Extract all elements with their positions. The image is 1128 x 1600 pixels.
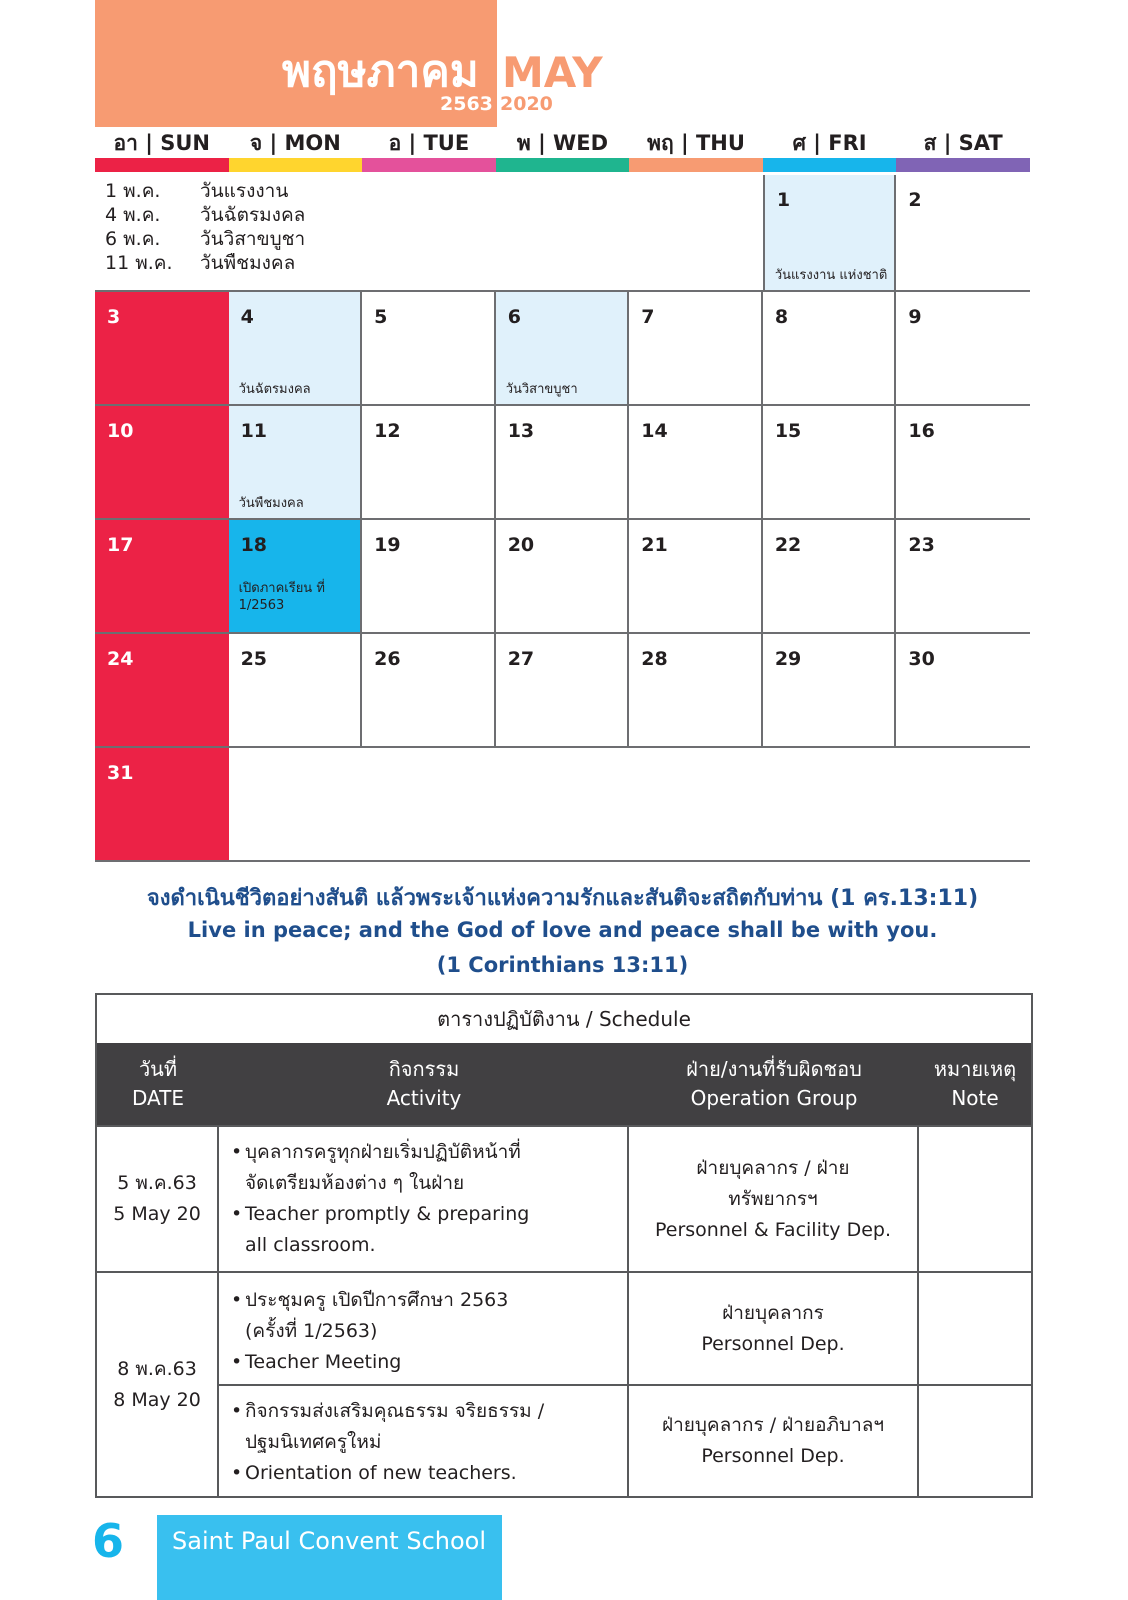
day-cell <box>763 175 897 290</box>
schedule-note <box>919 1273 1031 1384</box>
schedule-title: ตารางปฏิบัติงาน / Schedule <box>437 1007 691 1031</box>
day-number: 11 <box>240 420 268 442</box>
activity-line: all classroom. <box>245 1234 376 1256</box>
holiday-list-item <box>105 227 305 251</box>
day-cell <box>763 520 897 632</box>
schedule-activity <box>219 1386 629 1496</box>
schedule-activity <box>219 1273 629 1384</box>
schedule-subrow <box>219 1384 1031 1496</box>
day-label: จ | MON <box>249 131 341 155</box>
schedule-subrows <box>219 1273 1031 1496</box>
group-th: ทรัพยากรฯ <box>728 1187 818 1210</box>
activity-line: • Teacher Meeting <box>231 1347 619 1378</box>
day-cell <box>896 175 1030 290</box>
day-cell <box>629 292 763 404</box>
activity-line: • บุคลากรครูทุกฝ่ายเริ่มปฏิบัติหน้าที่ <box>231 1137 619 1168</box>
day-number: 10 <box>107 420 134 442</box>
day-header-mon <box>229 128 363 172</box>
day-color-bar <box>896 158 1030 172</box>
day-cell <box>229 634 363 746</box>
calendar-week <box>95 634 1030 748</box>
header-group <box>629 1043 919 1125</box>
header-date-en: DATE <box>131 1086 185 1110</box>
holiday-name: วันแรงงาน <box>200 180 289 202</box>
day-header-tue <box>362 128 496 172</box>
day-color-bar <box>95 158 229 172</box>
day-cell <box>229 406 363 518</box>
header-activity-en: Activity <box>386 1086 462 1110</box>
day-number: 14 <box>641 420 668 442</box>
month-title-en: MAY <box>502 48 603 97</box>
day-label: อา | SUN <box>113 131 210 155</box>
header-activity-th: กิจกรรม <box>388 1057 460 1081</box>
schedule-group <box>629 1386 919 1496</box>
activity-line: • Teacher promptly & preparing <box>231 1199 619 1230</box>
schedule-row <box>97 1125 1031 1271</box>
date-en: 8 May 20 <box>113 1388 201 1411</box>
day-number: 1 <box>776 189 791 211</box>
day-number: 25 <box>240 648 268 670</box>
holiday-list-area <box>95 175 763 290</box>
group-en: Personnel Dep. <box>701 1445 845 1467</box>
day-number: 3 <box>107 306 121 328</box>
header-group-th: ฝ่าย/งานที่รับผิดชอบ <box>686 1057 862 1081</box>
day-number: 24 <box>107 648 134 670</box>
verse-thai: จงดำเนินชีวิตอย่างสันติ แล้วพระเจ้าแห่งความรักและสันติจะสถิตกับท่าน (1 คร.13:11) <box>146 886 979 911</box>
day-cell <box>629 634 763 746</box>
day-cell <box>896 520 1030 632</box>
header-note <box>919 1043 1031 1125</box>
day-number: 8 <box>774 306 789 328</box>
day-cell <box>763 292 897 404</box>
schedule-date <box>97 1127 219 1271</box>
holiday-list <box>105 179 305 275</box>
year-en: 2020 <box>500 93 553 115</box>
day-number: 26 <box>374 648 401 670</box>
day-number: 13 <box>507 420 535 442</box>
group-en: Personnel & Facility Dep. <box>654 1218 891 1241</box>
day-cell <box>896 634 1030 746</box>
day-note: วันแรงงาน แห่งชาติ <box>774 268 888 283</box>
day-label: ศ | FRI <box>792 131 867 155</box>
day-number: 12 <box>374 420 401 442</box>
day-cell <box>496 406 630 518</box>
day-number: 18 <box>240 534 268 556</box>
header-group-en: Operation Group <box>690 1086 858 1110</box>
day-label: พฤ | THU <box>647 131 745 155</box>
day-note: วันพืชมงคล <box>238 496 304 511</box>
holiday-date: 11 พ.ค. <box>105 252 173 274</box>
group-en: Personnel Dep. <box>701 1332 845 1355</box>
day-cell <box>496 634 630 746</box>
group-th: ฝ่ายบุคลากร <box>722 1301 824 1324</box>
day-color-bar <box>229 158 363 172</box>
empty-cell <box>229 748 1030 860</box>
activity-line: • ประชุมครู เปิดปีการศึกษา 2563 <box>231 1285 619 1316</box>
holiday-date: 1 พ.ค. <box>105 180 161 202</box>
day-number: 6 <box>507 306 521 328</box>
date-en: 5 May 20 <box>113 1203 201 1225</box>
header-date-th: วันที่ <box>138 1057 178 1081</box>
year-th: 2563 <box>440 93 493 115</box>
day-header-sun <box>95 128 229 172</box>
header-date <box>97 1043 219 1125</box>
day-cell <box>496 292 630 404</box>
day-note: เปิดภาคเรียน ที่ 1/2563 <box>238 581 325 613</box>
activity-line: ปฐมนิเทศครูใหม่ <box>245 1431 382 1453</box>
day-cell <box>95 634 229 746</box>
day-number: 5 <box>374 306 388 328</box>
schedule-note <box>919 1386 1031 1496</box>
schedule-activity <box>219 1127 629 1271</box>
activity-line: • Orientation of new teachers. <box>231 1458 619 1489</box>
day-number: 23 <box>908 534 935 556</box>
activity-line: • กิจกรรมส่งเสริมคุณธรรม จริยธรรม / <box>231 1396 619 1427</box>
calendar-week <box>95 748 1030 862</box>
verse-english: Live in peace; and the God of love and peace shall be with you. <box>187 918 938 942</box>
verse-reference: (1 Corinthians 13:11) <box>436 953 689 977</box>
day-cell <box>496 520 630 632</box>
day-color-bar <box>362 158 496 172</box>
day-number: 9 <box>908 306 922 328</box>
day-number: 2 <box>908 189 922 211</box>
day-cell <box>629 406 763 518</box>
day-cell <box>95 520 229 632</box>
day-label: อ | TUE <box>388 131 470 155</box>
day-cell <box>763 634 897 746</box>
schedule-row <box>97 1271 1031 1496</box>
day-number: 28 <box>641 648 668 670</box>
day-note: วันฉัตรมงคล <box>238 382 311 397</box>
calendar-week <box>95 520 1030 634</box>
date-th: 5 พ.ค.63 <box>117 1172 197 1194</box>
day-cell <box>95 406 229 518</box>
activity-line: (ครั้งที่ 1/2563) <box>245 1320 378 1342</box>
day-cell <box>229 520 363 632</box>
page-number: 6 <box>92 1514 125 1568</box>
day-color-bar <box>629 158 763 172</box>
day-number: 30 <box>908 648 935 670</box>
day-header-wed <box>496 128 630 172</box>
day-cell <box>229 292 363 404</box>
calendar-week <box>95 175 1030 292</box>
day-number: 7 <box>641 306 655 328</box>
schedule-table <box>95 993 1033 1498</box>
day-cell <box>629 520 763 632</box>
schedule-note <box>919 1127 1031 1271</box>
calendar-week <box>95 292 1030 406</box>
schedule-group <box>629 1127 919 1271</box>
day-number: 15 <box>774 420 802 442</box>
holiday-name: วันวิสาขบูชา <box>200 228 306 250</box>
day-number: 21 <box>641 534 668 556</box>
day-number: 19 <box>374 534 401 556</box>
schedule-header-row <box>97 1043 1031 1125</box>
day-cell <box>95 748 229 860</box>
day-cell <box>763 406 897 518</box>
school-name: Saint Paul Convent School <box>172 1527 487 1555</box>
day-number: 17 <box>107 534 134 556</box>
schedule-date <box>97 1273 219 1496</box>
day-cell <box>896 406 1030 518</box>
day-color-bar <box>496 158 630 172</box>
calendar-grid <box>95 175 1030 862</box>
holiday-date: 6 พ.ค. <box>105 228 161 250</box>
header-note-th: หมายเหตุ <box>933 1057 1017 1081</box>
day-note: วันวิสาขบูชา <box>505 382 578 397</box>
schedule-group <box>629 1273 919 1384</box>
day-cell <box>95 292 229 404</box>
header-note-en: Note <box>951 1086 999 1110</box>
day-number: 4 <box>240 306 254 328</box>
day-number: 22 <box>774 534 802 556</box>
group-th: ฝ่ายบุคลากร / ฝ่าย <box>696 1156 850 1179</box>
header-activity <box>219 1043 629 1125</box>
day-label: ส | SAT <box>923 131 1003 155</box>
day-header-fri <box>763 128 897 172</box>
day-label: พ | WED <box>516 131 608 155</box>
day-header-thu <box>629 128 763 172</box>
day-cell <box>362 634 496 746</box>
day-header-sat <box>896 128 1030 172</box>
day-cell <box>896 292 1030 404</box>
holiday-date: 4 พ.ค. <box>105 204 161 226</box>
schedule-subrow <box>219 1273 1031 1384</box>
day-cell <box>362 520 496 632</box>
day-number: 16 <box>908 420 935 442</box>
day-header-row <box>95 128 1030 172</box>
holiday-list-item <box>105 251 305 275</box>
day-number: 27 <box>507 648 535 670</box>
calendar-week <box>95 406 1030 520</box>
date-th: 8 พ.ค.63 <box>117 1357 197 1380</box>
holiday-name: วันพืชมงคล <box>200 252 296 274</box>
day-cell <box>362 406 496 518</box>
day-number: 29 <box>774 648 802 670</box>
day-cell <box>362 292 496 404</box>
holiday-list-item <box>105 203 305 227</box>
activity-line: จัดเตรียมห้องต่าง ๆ ในฝ่าย <box>245 1172 465 1194</box>
group-th: ฝ่ายบุคลากร / ฝ่ายอภิบาลฯ <box>661 1414 885 1436</box>
holiday-list-item <box>105 179 305 203</box>
holiday-name: วันฉัตรมงคล <box>200 204 306 226</box>
day-color-bar <box>763 158 897 172</box>
day-number: 20 <box>507 534 535 556</box>
day-number: 31 <box>107 762 134 784</box>
month-title-th: พฤษภาคม <box>282 46 479 97</box>
